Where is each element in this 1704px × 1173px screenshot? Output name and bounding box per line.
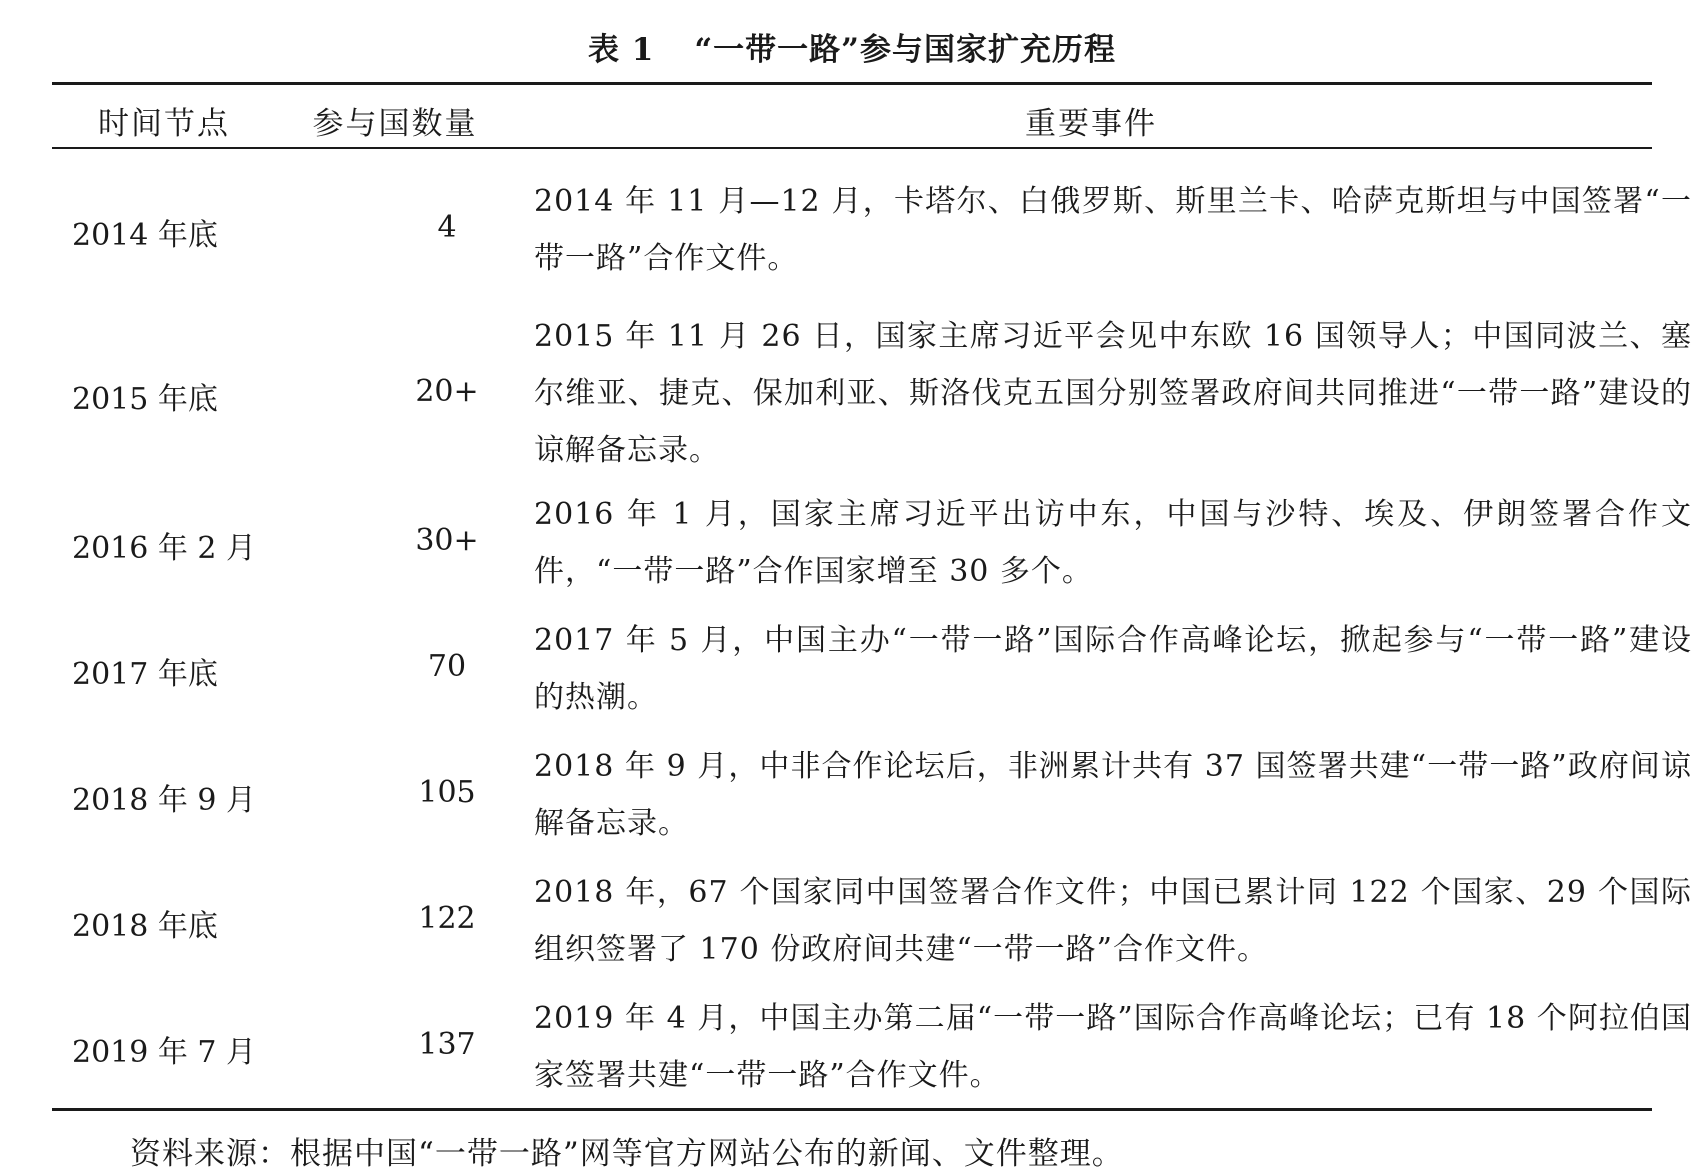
time-cell: 2014 年底 xyxy=(72,218,218,253)
header-rule xyxy=(52,147,1652,149)
event-cell: 2015 年 11 月 26 日，国家主席习近平会见中东欧 16 国领导人；中国同波兰、塞尔维亚、捷克、保加利亚、斯洛伐克五国分别签署政府间共同推进“一带一路”建设的谅解备忘录。 xyxy=(534,319,1692,468)
header-count: 参与国数量 xyxy=(312,106,478,142)
count-cell: 30+ xyxy=(415,523,479,558)
time-cell: 2015 年底 xyxy=(72,382,218,417)
time-cell: 2018 年底 xyxy=(72,909,218,944)
event-cell: 2018 年，67 个国家同中国签署合作文件；中国已累计同 122 个国家、29 个国际组织签署了 170 份政府间共建“一带一路”合作文件。 xyxy=(534,875,1692,967)
event-cell: 2018 年 9 月，中非合作论坛后，非洲累计共有 37 国签署共建“一带一路”政府间谅解备忘录。 xyxy=(534,749,1692,841)
header-event: 重要事件 xyxy=(1025,106,1157,142)
top-rule xyxy=(52,82,1652,85)
count-cell: 70 xyxy=(427,649,467,684)
header-time: 时间节点 xyxy=(98,106,230,142)
bottom-rule xyxy=(52,1108,1652,1111)
time-cell: 2017 年底 xyxy=(72,657,218,692)
count-cell: 137 xyxy=(418,1027,476,1062)
count-cell: 20+ xyxy=(415,374,479,409)
event-cell: 2016 年 1 月，国家主席习近平出访中东，中国与沙特、埃及、伊朗签署合作文件，“一带一路”合作国家增至 30 多个。 xyxy=(534,497,1692,589)
time-cell: 2016 年 2 月 xyxy=(72,531,257,566)
table-caption: “一带一路”参与国家扩充历程 xyxy=(694,32,1117,68)
time-cell: 2019 年 7 月 xyxy=(72,1035,257,1070)
table-title xyxy=(0,24,1704,69)
event-cell: 2019 年 4 月，中国主办第二届“一带一路”国际合作高峰论坛；已有 18 个阿拉伯国家签署共建“一带一路”合作文件。 xyxy=(534,1001,1692,1093)
table-number: 表 1 xyxy=(587,32,655,68)
count-cell: 122 xyxy=(418,901,476,936)
event-cell: 2017 年 5 月，中国主办“一带一路”国际合作高峰论坛，掀起参与“一带一路”建设的热潮。 xyxy=(534,623,1692,715)
source-note: 资料来源：根据中国“一带一路”网等官方网站公布的新闻、文件整理。 xyxy=(130,1136,1124,1172)
time-cell: 2018 年 9 月 xyxy=(72,783,257,818)
count-cell: 105 xyxy=(418,775,476,810)
count-cell: 4 xyxy=(437,210,457,245)
event-cell: 2014 年 11 月—12 月，卡塔尔、白俄罗斯、斯里兰卡、哈萨克斯坦与中国签署“一带一路”合作文件。 xyxy=(534,184,1692,276)
